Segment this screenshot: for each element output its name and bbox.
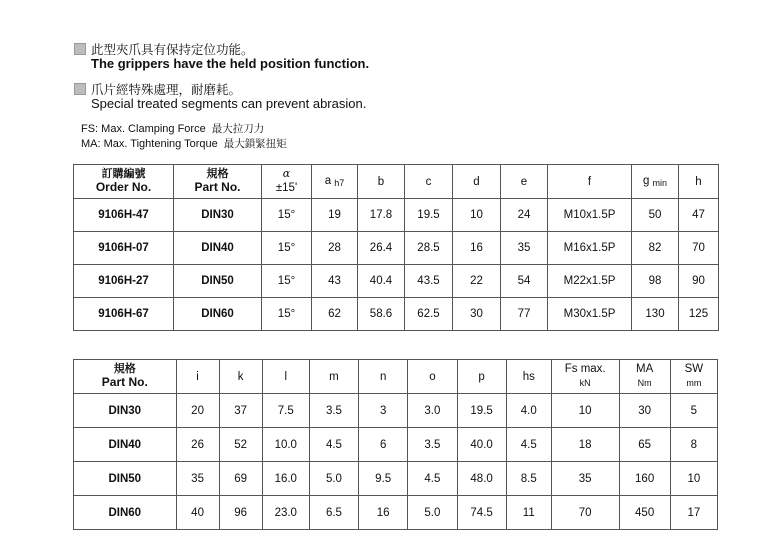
table-cell: 19.5 (405, 199, 453, 232)
note-abrasion-zh: 爪片經特殊處理，耐磨耗。 (91, 82, 242, 97)
header-k: k (219, 360, 262, 394)
table-cell: 58.6 (358, 298, 405, 331)
table-cell: 22 (453, 265, 501, 298)
table-cell: 16 (359, 496, 408, 530)
header-part-zh: 規格 (113, 361, 136, 375)
table-cell: DIN50 (174, 265, 262, 298)
table-cell: 3.5 (309, 394, 358, 428)
table-cell: 82 (632, 232, 679, 265)
note-held-position-zh: 此型夾爪具有保持定位功能。 (91, 42, 254, 57)
header-fs-max (551, 360, 619, 394)
table-cell: DIN40 (174, 232, 262, 265)
table-cell: 54 (501, 265, 548, 298)
table-cell: 6 (359, 428, 408, 462)
table-cell: 24 (501, 199, 548, 232)
table-cell: 43 (312, 265, 358, 298)
bullet-square-icon (74, 43, 86, 55)
table-cell: 3.5 (408, 428, 457, 462)
table-cell: 15° (262, 232, 312, 265)
dimensions-table-1 (73, 164, 719, 331)
header-order-zh: 訂購編號 (101, 166, 146, 180)
table-cell: 90 (679, 265, 719, 298)
table-cell: DIN40 (74, 428, 177, 462)
header-sw (670, 360, 717, 394)
table-cell: 10 (453, 199, 501, 232)
table-cell: 4.5 (309, 428, 358, 462)
header-n: n (359, 360, 408, 394)
table-cell: DIN30 (174, 199, 262, 232)
table-cell: DIN50 (74, 462, 177, 496)
header-part-en: Part No. (101, 375, 148, 389)
table-cell: 5.0 (309, 462, 358, 496)
table-row (74, 232, 719, 265)
table-cell: 23.0 (262, 496, 309, 530)
header-sw-label: SW (684, 363, 704, 376)
table-cell: 26.4 (358, 232, 405, 265)
dimensions-table-2 (73, 359, 718, 530)
header-fs-unit: kN (579, 377, 591, 388)
table-cell: 5 (670, 394, 717, 428)
table-cell: M10x1.5P (548, 199, 632, 232)
table-cell: 160 (619, 462, 670, 496)
header-b: b (358, 165, 405, 199)
header-o: o (408, 360, 457, 394)
table-cell: 8.5 (506, 462, 551, 496)
table-cell: 40.0 (457, 428, 506, 462)
table-cell: 6.5 (309, 496, 358, 530)
table-cell: 5.0 (408, 496, 457, 530)
header-l: l (262, 360, 309, 394)
table-cell: 10 (670, 462, 717, 496)
table-cell: 9106H-47 (74, 199, 174, 232)
table-cell: DIN60 (74, 496, 177, 530)
table-cell: 9.5 (359, 462, 408, 496)
table-cell: 8 (670, 428, 717, 462)
header-part-zh: 規格 (206, 166, 229, 180)
table-row (74, 496, 718, 530)
header-c: c (405, 165, 453, 199)
table-cell: M30x1.5P (548, 298, 632, 331)
header-alpha (262, 165, 312, 199)
table-cell: 16.0 (262, 462, 309, 496)
table-cell: 40 (176, 496, 219, 530)
table-cell: 35 (551, 462, 619, 496)
table-cell: 19 (312, 199, 358, 232)
table-cell: 19.5 (457, 394, 506, 428)
header-a-sub: h7 (334, 178, 345, 188)
table-cell: 70 (679, 232, 719, 265)
header-g (632, 165, 679, 199)
table-cell: 52 (219, 428, 262, 462)
table-cell: 10 (551, 394, 619, 428)
header-fs-label: Fs max. (564, 363, 606, 376)
table-cell: 62.5 (405, 298, 453, 331)
table-cell: M22x1.5P (548, 265, 632, 298)
header-i: i (176, 360, 219, 394)
table-cell: 77 (501, 298, 548, 331)
table-cell: 9106H-07 (74, 232, 174, 265)
table-cell: 50 (632, 199, 679, 232)
table-cell: 15° (262, 298, 312, 331)
table-cell: 11 (506, 496, 551, 530)
legend-fs-en: FS: Max. Clamping Force (81, 123, 206, 135)
table-cell: 30 (453, 298, 501, 331)
header-e: e (501, 165, 548, 199)
table-cell: 35 (176, 462, 219, 496)
table-cell: 35 (501, 232, 548, 265)
table-header-row (74, 360, 718, 394)
header-part-no (174, 165, 262, 199)
table-cell: DIN60 (174, 298, 262, 331)
table-row (74, 394, 718, 428)
table-cell: 10.0 (262, 428, 309, 462)
table-row (74, 298, 719, 331)
table-cell: 96 (219, 496, 262, 530)
header-ma (619, 360, 670, 394)
legend-ma (81, 136, 287, 151)
table-cell: 40.4 (358, 265, 405, 298)
table-cell: 16 (453, 232, 501, 265)
header-part-no (74, 360, 177, 394)
table-cell: 62 (312, 298, 358, 331)
table-row (74, 462, 718, 496)
table-cell: 450 (619, 496, 670, 530)
table-cell: 17.8 (358, 199, 405, 232)
table-cell: 30 (619, 394, 670, 428)
table-cell: 47 (679, 199, 719, 232)
table-row (74, 199, 719, 232)
table-cell: 74.5 (457, 496, 506, 530)
table-cell: 26 (176, 428, 219, 462)
table-cell: 48.0 (457, 462, 506, 496)
table-cell: 3 (359, 394, 408, 428)
header-ma-unit: Nm (637, 377, 652, 388)
header-a (312, 165, 358, 199)
header-ma-label: MA (636, 363, 654, 376)
alpha-tolerance: ±15' (275, 181, 298, 194)
table-cell: M16x1.5P (548, 232, 632, 265)
table-cell: 4.5 (506, 428, 551, 462)
header-m: m (309, 360, 358, 394)
table-cell: 43.5 (405, 265, 453, 298)
table-cell: 4.5 (408, 462, 457, 496)
table-cell: 65 (619, 428, 670, 462)
header-sw-unit: mm (686, 377, 702, 388)
table-cell: 125 (679, 298, 719, 331)
header-h: h (679, 165, 719, 199)
header-g-label: g (642, 175, 650, 187)
legend-ma-zh: 最大鎖緊扭矩 (223, 138, 287, 150)
table-cell: 9106H-67 (74, 298, 174, 331)
table-cell: DIN30 (74, 394, 177, 428)
note-held-position-en: The grippers have the held position function. (91, 56, 370, 71)
header-a-label: a (324, 175, 332, 187)
header-hs: hs (506, 360, 551, 394)
header-g-sub: min (652, 178, 668, 188)
table-cell: 98 (632, 265, 679, 298)
legend-ma-en: MA: Max. Tightening Torque (81, 138, 218, 150)
legend-fs-zh: 最大拉刀力 (211, 123, 265, 135)
header-f: f (548, 165, 632, 199)
table-row (74, 265, 719, 298)
table-cell: 7.5 (262, 394, 309, 428)
table-cell: 28 (312, 232, 358, 265)
header-d: d (453, 165, 501, 199)
table-cell: 28.5 (405, 232, 453, 265)
table-cell: 70 (551, 496, 619, 530)
alpha-symbol: α (282, 167, 291, 181)
table-cell: 69 (219, 462, 262, 496)
note-abrasion-en: Special treated segments can prevent abrasion. (91, 96, 367, 111)
table-cell: 15° (262, 265, 312, 298)
table-cell: 18 (551, 428, 619, 462)
table-row (74, 428, 718, 462)
table-cell: 15° (262, 199, 312, 232)
legend-fs (81, 121, 264, 136)
header-order-en: Order No. (95, 180, 152, 194)
table-cell: 130 (632, 298, 679, 331)
bullet-square-icon (74, 83, 86, 95)
table-cell: 4.0 (506, 394, 551, 428)
header-order-no (74, 165, 174, 199)
table-cell: 17 (670, 496, 717, 530)
table-cell: 9106H-27 (74, 265, 174, 298)
table-header-row (74, 165, 719, 199)
table-cell: 37 (219, 394, 262, 428)
header-p: p (457, 360, 506, 394)
table-cell: 3.0 (408, 394, 457, 428)
table-cell: 20 (176, 394, 219, 428)
header-part-en: Part No. (194, 180, 241, 194)
